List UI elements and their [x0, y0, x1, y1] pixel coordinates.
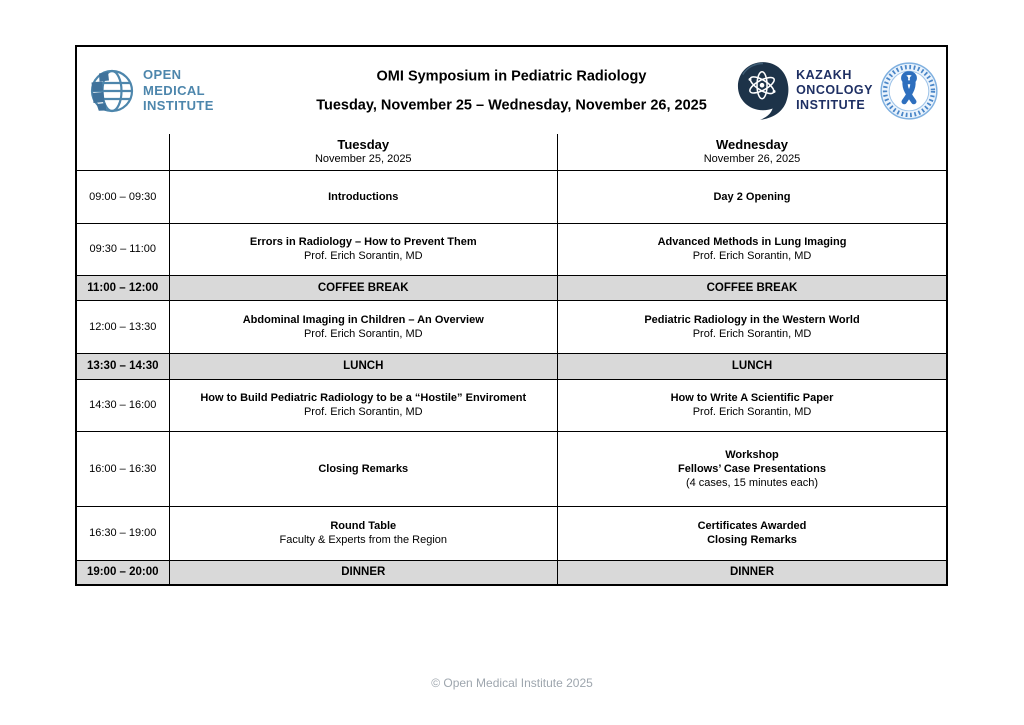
session-title: Advanced Methods in Lung Imaging [657, 236, 847, 248]
schedule-row-1630 [77, 506, 946, 560]
session-title: How to Write A Scientific Paper [670, 392, 834, 404]
session-speaker: Prof. Erich Sorantin, MD [692, 406, 812, 418]
session-title: Pediatric Radiology in the Western World [644, 313, 860, 326]
session-cell-wednesday [558, 431, 947, 506]
session-speaker: Prof. Erich Sorantin, MD [692, 250, 812, 262]
session-subtitle: Closing Remarks [707, 534, 797, 546]
coffee-break-row [77, 275, 946, 300]
session-subtitle: Faculty & Experts from the Region [279, 534, 447, 546]
tuesday-column-header [169, 134, 558, 170]
omi-logo-text [143, 67, 214, 114]
day-header-row [77, 134, 946, 170]
wednesday-date-label: November 26, 2025 [703, 152, 801, 165]
session-title: Round Table [330, 520, 397, 532]
session-title: Workshop [725, 448, 779, 461]
session-title: How to Build Pediatric Radiology to be a “Hostile” Enviroment [200, 392, 527, 404]
schedule-row-0900 [77, 170, 946, 223]
session-speaker: Prof. Erich Sorantin, MD [303, 250, 423, 262]
session-cell-tuesday [169, 379, 558, 431]
time-slot: 09:30 – 11:00 [77, 223, 169, 275]
symposium-schedule-document [75, 45, 948, 586]
session-cell-wednesday [558, 379, 947, 431]
session-cell-tuesday [169, 223, 558, 275]
session-title: Introductions [328, 190, 399, 203]
time-slot: 14:30 – 16:00 [77, 379, 169, 431]
session-title: Certificates Awarded [697, 520, 807, 532]
wednesday-day-label: Wednesday [715, 136, 788, 152]
session-cell-tuesday [169, 300, 558, 353]
koi-logo-text [796, 68, 873, 113]
wednesday-column-header [558, 134, 947, 170]
session-speaker: Prof. Erich Sorantin, MD [303, 406, 423, 418]
schedule-row-1430 [77, 379, 946, 431]
koi-logo-line2: ONCOLOGY [796, 83, 873, 97]
session-cell-tuesday [169, 431, 558, 506]
time-slot: 12:00 – 13:30 [77, 300, 169, 353]
session-speaker: Prof. Erich Sorantin, MD [303, 327, 423, 340]
omi-logo-line3: INSTITUTE [143, 98, 214, 114]
tuesday-date-label: November 25, 2025 [314, 152, 412, 165]
omi-globe-icon [85, 68, 135, 114]
time-slot: 09:00 – 09:30 [77, 170, 169, 223]
document-title: OMI Symposium in Pediatric Radiology [376, 68, 647, 84]
session-cell-wednesday [558, 170, 947, 223]
schedule-row-1200 [77, 300, 946, 353]
break-cell-wednesday: LUNCH [558, 353, 947, 379]
session-cell-tuesday [169, 170, 558, 223]
blue-ribbon-society-badge-icon [880, 62, 938, 120]
break-cell-tuesday: LUNCH [169, 353, 558, 379]
dinner-row [77, 560, 946, 584]
koi-logo-line1: KAZAKH [796, 68, 852, 82]
session-cell-tuesday [169, 506, 558, 560]
tuesday-day-label: Tuesday [337, 136, 390, 152]
document-header [77, 47, 946, 134]
schedule-table [77, 134, 946, 584]
time-slot: 16:00 – 16:30 [77, 431, 169, 506]
document-subtitle: Tuesday, November 25 – Wednesday, November 26, 2025 [316, 97, 707, 113]
break-cell-wednesday: COFFEE BREAK [558, 275, 947, 300]
session-speaker: Prof. Erich Sorantin, MD [692, 327, 812, 340]
session-cell-wednesday [558, 506, 947, 560]
omi-logo-line1: OPEN [143, 67, 182, 83]
time-slot: 13:30 – 14:30 [77, 353, 169, 379]
omi-logo-line2: MEDICAL [143, 82, 206, 98]
lunch-row [77, 353, 946, 379]
open-medical-institute-logo [85, 67, 214, 114]
session-note: (4 cases, 15 minutes each) [685, 476, 819, 489]
session-title: Errors in Radiology – How to Prevent Them [249, 236, 477, 248]
session-title: Day 2 Opening [713, 190, 791, 203]
time-slot: 11:00 – 12:00 [77, 275, 169, 300]
copyright-footer: © Open Medical Institute 2025 [431, 676, 593, 690]
break-cell-wednesday: DINNER [558, 560, 947, 584]
document-title-block [232, 68, 792, 113]
time-slot: 16:30 – 19:00 [77, 506, 169, 560]
schedule-row-1600 [77, 431, 946, 506]
break-cell-tuesday: DINNER [169, 560, 558, 584]
time-slot: 19:00 – 20:00 [77, 560, 169, 584]
session-subtitle: Fellows’ Case Presentations [678, 462, 826, 475]
session-cell-wednesday [558, 223, 947, 275]
koi-logo-line3: INSTITUTE [796, 98, 866, 112]
session-title: Abdominal Imaging in Children – An Overview [242, 313, 484, 326]
session-title: Closing Remarks [318, 462, 409, 475]
time-column-header [77, 134, 169, 170]
break-cell-tuesday: COFFEE BREAK [169, 275, 558, 300]
session-cell-wednesday [558, 300, 947, 353]
schedule-row-0930 [77, 223, 946, 275]
